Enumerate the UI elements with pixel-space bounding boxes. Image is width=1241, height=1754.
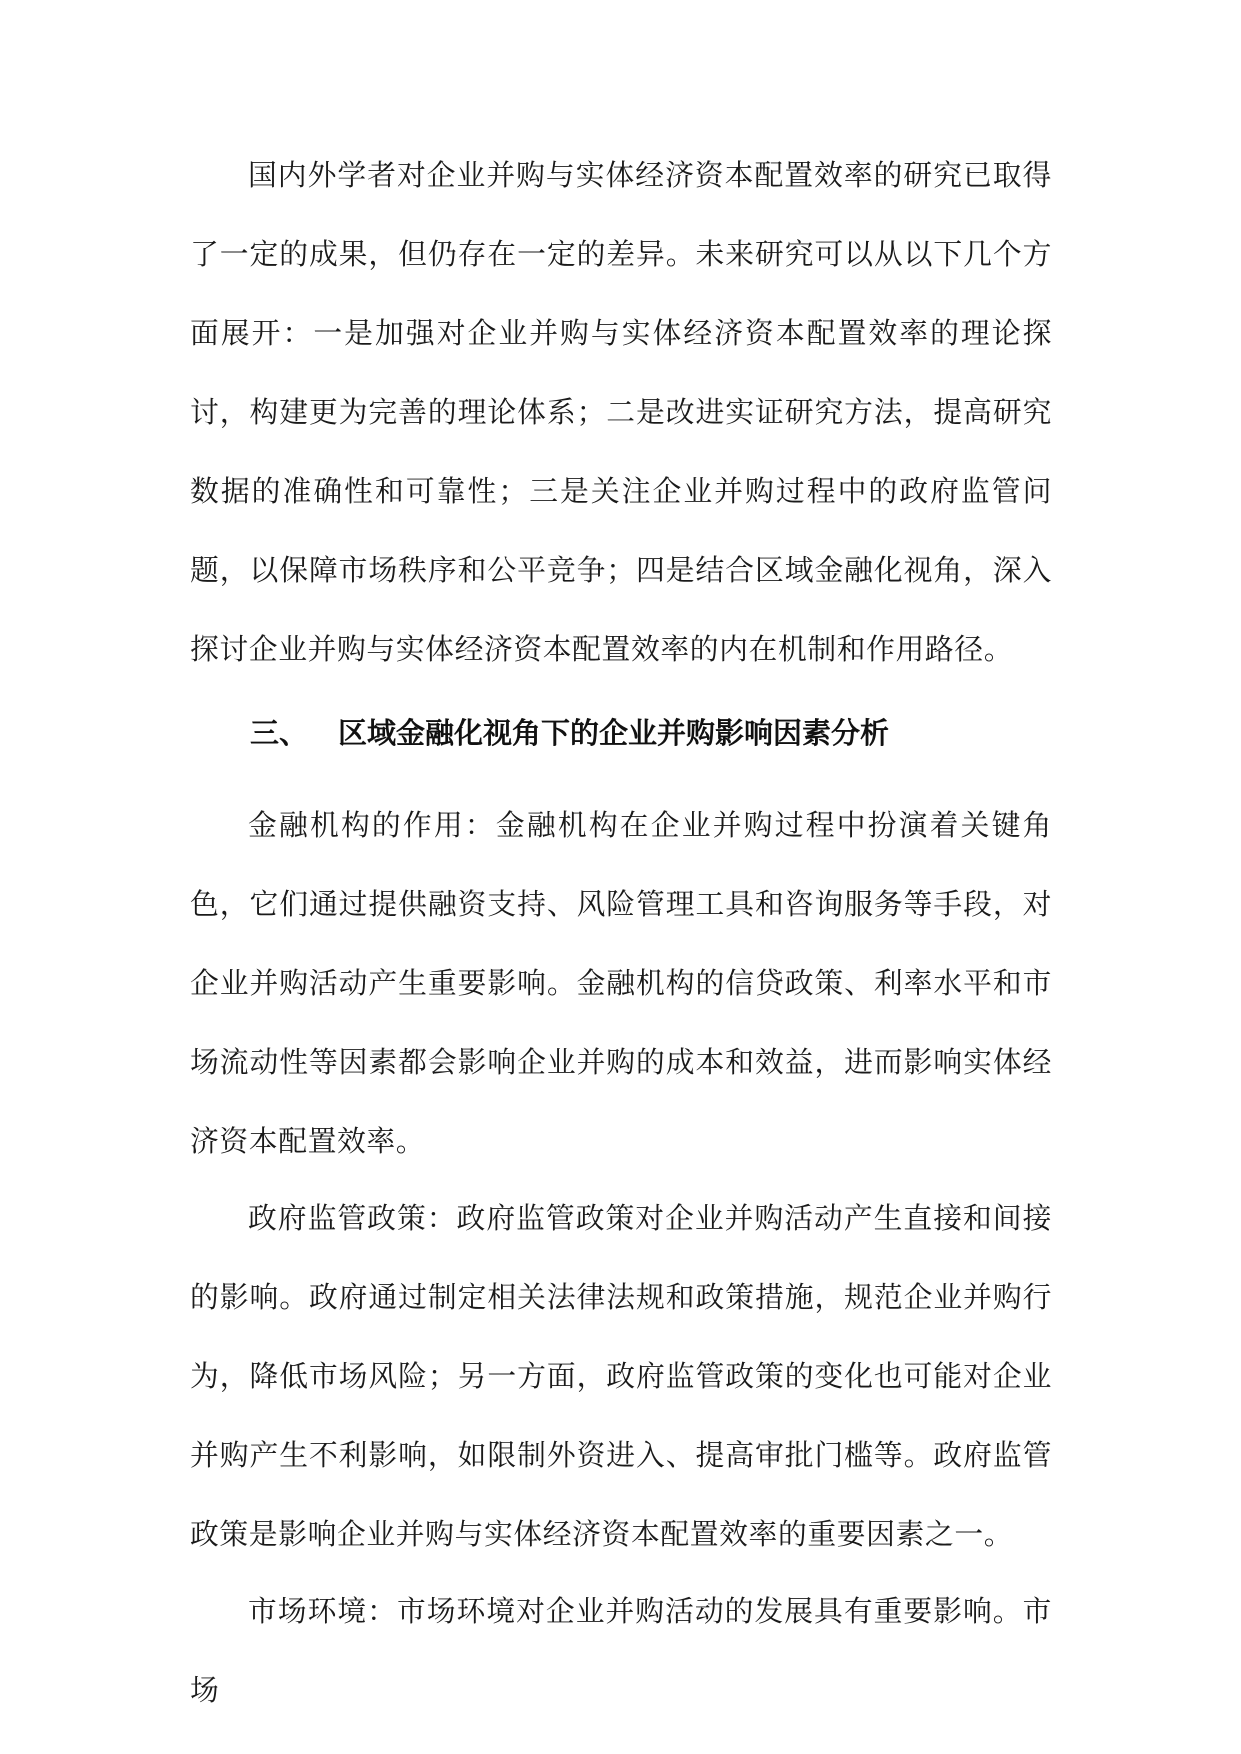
- paragraph-financial-institutions: 金融机构的作用：金融机构在企业并购过程中扮演着关键角色，它们通过提供融资支持、风险管理工具和咨询服务等手段，对企业并购活动产生重要影响。金融机构的信贷政策、利率水平和市场流动性等因素都会影响企业并购的成本和效益，进而影响实体经济资本配置效率。: [190, 808, 1052, 1158]
- paragraph-research-outlook: 国内外学者对企业并购与实体经济资本配置效率的研究已取得了一定的成果，但仍存在一定的差异。未来研究可以从以下几个方面展开：一是加强对企业并购与实体经济资本配置效率的理论探讨，构建更为完善的理论体系；二是改进实证研究方法，提高研究数据的准确性和可靠性；三是关注企业并购过程中的政府监管问题，以保障市场秩序和公平竞争；四是结合区域金融化视角，深入探讨企业并购与实体经济资本配置效率的内在机制和作用路径。: [190, 158, 1052, 666]
- section-title: 区域金融化视角下的企业并购影响因素分析: [338, 716, 890, 750]
- paragraph-market-environment: 市场环境：市场环境对企业并购活动的发展具有重要影响。市场: [190, 1594, 1052, 1707]
- paragraph-government-regulation: 政府监管政策：政府监管政策对企业并购活动产生直接和间接的影响。政府通过制定相关法律法规和政策措施，规范企业并购行为，降低市场风险；另一方面，政府监管政策的变化也可能对企业并购产生不利影响，如限制外资进入、提高审批门槛等。政府监管政策是影响企业并购与实体经济资本配置效率的重要因素之一。: [190, 1201, 1052, 1551]
- section-heading: [250, 703, 889, 763]
- section-number: 三、: [250, 716, 309, 750]
